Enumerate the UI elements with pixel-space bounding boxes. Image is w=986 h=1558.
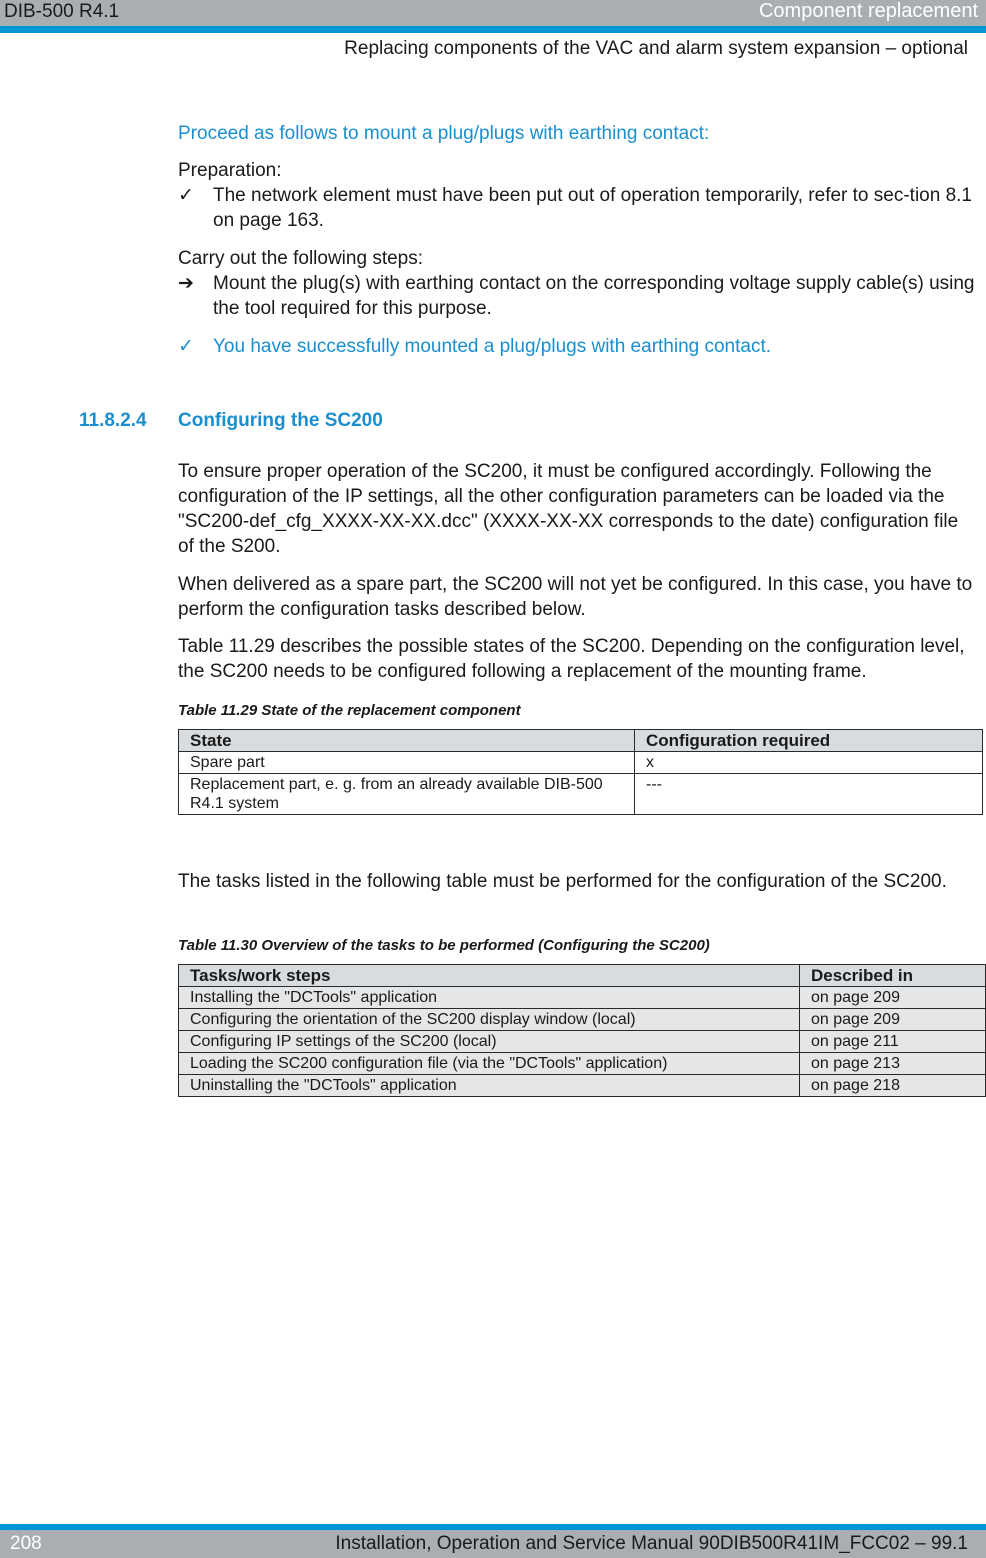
checkmark-icon: ✓ [178, 185, 194, 206]
table-cell: Configuring IP settings of the SC200 (local) [179, 1031, 800, 1053]
result-item [178, 334, 978, 359]
header-bar [0, 0, 986, 26]
table-row [179, 987, 986, 1009]
preparation-text: The network element must have been put out of operation temporarily, refer to sec-tion 8.1 on page 163. [213, 185, 972, 231]
paragraph-table-ref: Table 11.29 describes the possible states of the SC200. Depending on the configuration level, the SC200 needs to be configured following a replacement of the mounting frame. [178, 636, 965, 682]
table-header-row [179, 965, 986, 987]
table-cell: on page 213 [800, 1053, 986, 1075]
section-number: 11.8.2.4 [79, 410, 147, 431]
table-cell: on page 211 [800, 1031, 986, 1053]
section-title: Configuring the SC200 [178, 410, 383, 431]
paragraph-spare-part: When delivered as a spare part, the SC200 will not yet be configured. In this case, you have to perform the configuration tasks described below. [178, 574, 973, 620]
state-table [178, 729, 983, 815]
table-cell: Replacement part, e. g. from an already available DIB-500 R4.1 system [179, 774, 635, 815]
steps-label: Carry out the following steps: [178, 248, 424, 269]
table-cell: Loading the SC200 configuration file (via the "DCTools" application) [179, 1053, 800, 1075]
column-header-config: Configuration required [635, 730, 983, 752]
result-text: You have successfully mounted a plug/plugs with earthing contact. [213, 336, 772, 357]
preparation-label: Preparation: [178, 160, 282, 181]
section-subtitle: Replacing components of the VAC and alarm system expansion – optional [344, 38, 968, 59]
column-header-state: State [179, 730, 635, 752]
table-row [179, 1075, 986, 1097]
table-cell: on page 218 [800, 1075, 986, 1097]
preparation-item [178, 183, 978, 233]
table-row [179, 774, 983, 815]
manual-title: Installation, Operation and Service Manual 90DIB500R41IM_FCC02 – 99.1 [335, 1533, 968, 1554]
table-header-row [179, 730, 983, 752]
page-number: 208 [10, 1533, 42, 1554]
table-cell: on page 209 [800, 987, 986, 1009]
column-header-tasks: Tasks/work steps [179, 965, 800, 987]
chapter-title: Component replacement [758, 0, 978, 22]
table-cell: x [635, 752, 983, 774]
table-row [179, 1009, 986, 1031]
table1-caption: Table 11.29 State of the replacement component [178, 702, 521, 719]
column-header-described: Described in [800, 965, 986, 987]
step-text: Mount the plug(s) with earthing contact on the corresponding voltage supply cable(s) using the tool required for this purpose. [213, 273, 975, 319]
table-row [179, 1053, 986, 1075]
table-cell: Configuring the orientation of the SC200 display window (local) [179, 1009, 800, 1031]
footer-bar [0, 1530, 986, 1558]
arrow-right-icon: ➔ [178, 273, 194, 294]
table2-caption: Table 11.30 Overview of the tasks to be performed (Configuring the SC200) [178, 937, 710, 954]
table-cell: Uninstalling the "DCTools" application [179, 1075, 800, 1097]
table-row [179, 1031, 986, 1053]
tasks-table [178, 964, 986, 1097]
doc-title: DIB-500 R4.1 [4, 1, 120, 22]
procedure-heading: Proceed as follows to mount a plug/plugs with earthing contact: [178, 123, 710, 144]
table-cell: --- [635, 774, 983, 815]
table-cell: on page 209 [800, 1009, 986, 1031]
checkmark-icon: ✓ [178, 336, 194, 357]
table-cell: Spare part [179, 752, 635, 774]
paragraph-intro: To ensure proper operation of the SC200, it must be configured accordingly. Following the configuration of the IP settings, all the other configuration parameters can be loaded via the "SC200-def_cfg_XXXX-XX-XX.dcc" (XXXX-XX-XX corresponds to the date) configuration file of the S200. [178, 461, 959, 557]
paragraph-tasks: The tasks listed in the following table must be performed for the configuration of the SC200. [178, 871, 947, 892]
table-row [179, 752, 983, 774]
table-cell: Installing the "DCTools" application [179, 987, 800, 1009]
step-item [178, 271, 978, 321]
header-accent-line [0, 26, 986, 33]
